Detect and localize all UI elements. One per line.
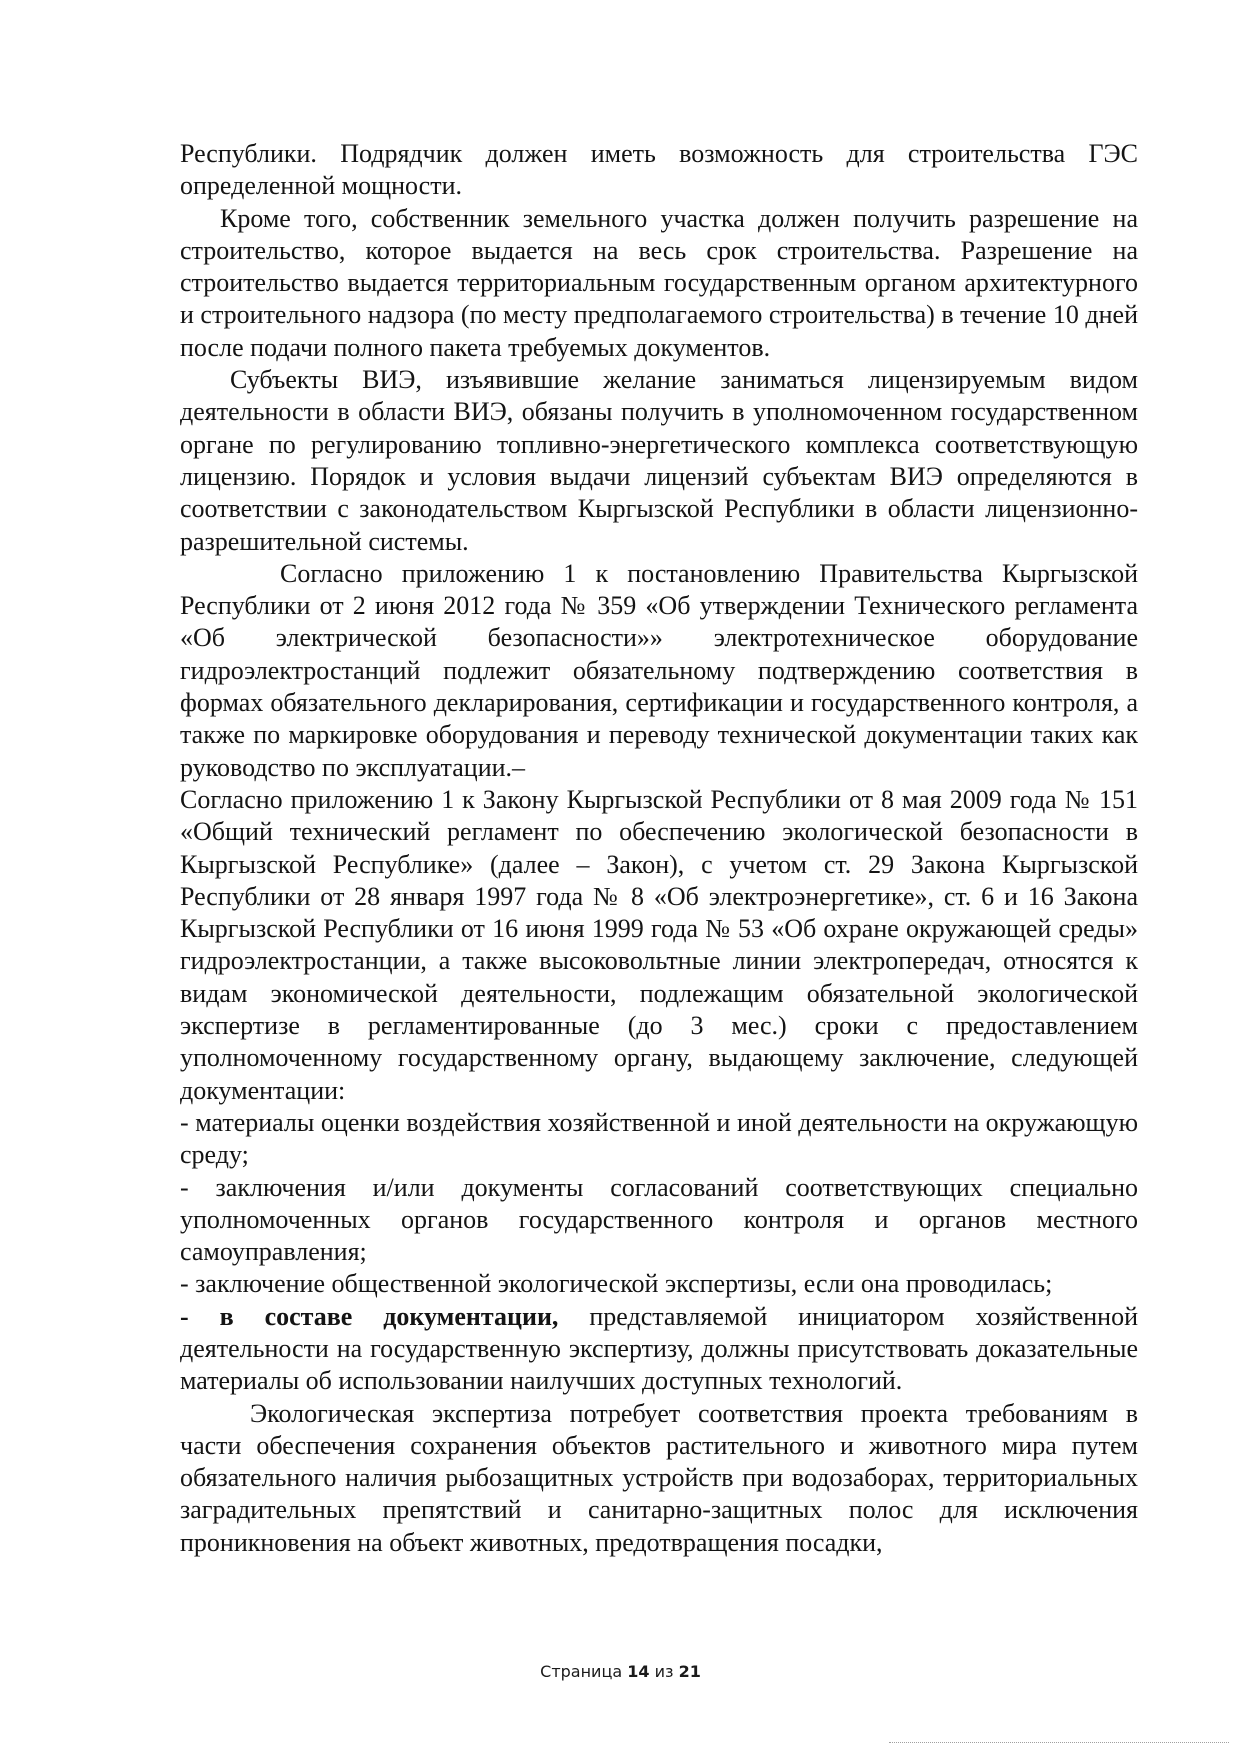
paragraph-ecological-expertise: Согласно приложению 1 к Закону Кыргызской Республики от 8 мая 2009 года № 151 «Общий технический регламент по обеспечению экологической безопасности в Кыргызской Республике» (далее – Закон), с учетом ст. 29 Закона Кыргызской Республики от 28 января 1997 года № 8 «Об электроэнергетике», ст. 6 и 16 Закона Кыргызской Республики от 16 июня 1999 года № 53 «Об охране окружающей среды» гидроэлектростанции, а также высоковольтные линии электропередач, относятся к видам экономической деятельности, подлежащим обязательной экологической экспертизе в регламентированные (до 3 мес.) сроки с предоставлением уполномоченному государственному органу, выдающему заключение, следующей документации: — [180, 784, 1138, 1105]
paragraph-expertise-requirements: Экологическая экспертиза потребует соответствия проекта требованиям в части обеспечения сохранения объектов растительного и животного мира путем обязательного наличия рыбозащитных устройств при водозаборах, территориальных заградительных препятствий и санитарно-защитных полос для исключения проникновения на объект животных, предотвращения посадки, — [180, 1398, 1138, 1557]
list-item-impact-assessment: - материалы оценки воздействия хозяйственной и иной деятельности на окружающую среду; — [180, 1107, 1138, 1170]
page-number-total: 21 — [678, 1662, 701, 1681]
list-item-documentation-text: представляемой инициатором хозяйственной деятельности на государственную экспертизу, должны присутствовать доказательные материалы об использовании наилучших доступных технологий. — [180, 1301, 1138, 1396]
bold-lead: - в составе документации, — [180, 1301, 559, 1331]
paragraph-technical-regulation: Согласно приложению 1 к постановлению Правительства Кыргызской Республики от 2 июня 2012 года № 359 «Об утверждении Технического регламента «Об электрической безопасности»» электротехническое оборудование гидроэлектростанций подлежит обязательному подтверждению соответствия в формах обязательного декларирования, сертификации и государственного контроля, а также по маркировке оборудования и переводу технической документации таких как руководство по эксплуатации.– — [180, 558, 1138, 782]
paragraph-construction-permit: Кроме того, собственник земельного участка должен получить разрешение на строительство, которое выдается на весь срок строительства. Разрешение на строительство выдается территориальным государственным органом архитектурного и строительного надзора (по месту предполагаемого строительства) в течение 10 дней после подачи полного пакета требуемых документов. — [180, 203, 1138, 362]
list-item-public-expertise: - заключение общественной экологической экспертизы, если она проводилась; — [180, 1269, 1053, 1299]
page-number-separator: из — [649, 1662, 679, 1681]
paragraph-contractor: Республики. Подрядчик должен иметь возможность для строительства ГЭС определенной мощности. — [180, 139, 1138, 201]
document-body — [180, 138, 1138, 1559]
page-footer — [0, 1662, 1241, 1681]
list-item-approvals: - заключения и/или документы согласований соответствующих специально уполномоченных органов государственного контроля и органов местного самоуправления; — [180, 1172, 1138, 1267]
paragraph-license: Субъекты ВИЭ, изъявившие желание заниматься лицензируемым видом деятельности в области ВИЭ, обязаны получить в уполномоченном государственном органе по регулированию топливно-энергетического комплекса соответствующую лицензию. Порядок и условия выдачи лицензий субъектам ВИЭ определяются в соответствии с законодательством Кыргызской Республики в области лицензионно-разрешительной системы. — [180, 365, 1138, 556]
scan-artifact — [889, 1742, 1229, 1743]
list-item-documentation — [180, 1301, 1138, 1398]
page-number-current: 14 — [627, 1662, 650, 1681]
page-number-prefix: Страница — [540, 1662, 628, 1681]
